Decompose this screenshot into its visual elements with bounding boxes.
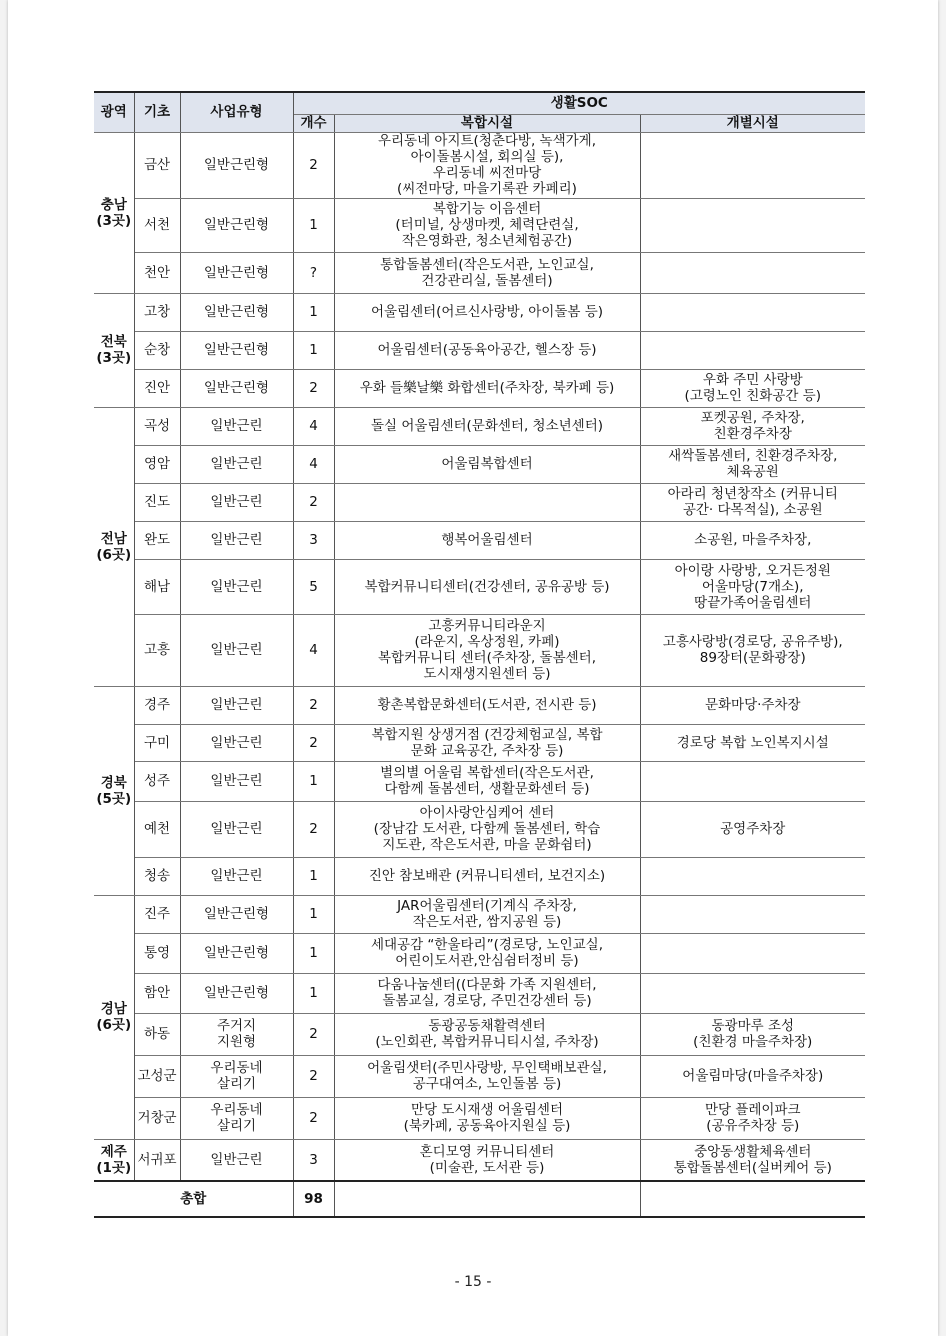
individual-facility-cell: 어울림마당(마을주차장) [640, 1055, 865, 1097]
count-cell: 1 [293, 293, 334, 331]
type-cell: 일반근린 [180, 521, 293, 559]
count-cell: 5 [293, 559, 334, 614]
complex-facility-cell: 세대공감 “한울타리”(경로당, 노인교실, 어린이도서관,안심쉼터정비 등) [334, 933, 640, 973]
total-count: 98 [293, 1181, 334, 1217]
count-cell: 1 [293, 933, 334, 973]
table-row [94, 521, 865, 559]
region-cell: 전남 (6곳) [94, 407, 134, 686]
complex-facility-cell: 아이사랑안심케어 센터 (장남감 도서관, 다함께 돌봄센터, 학습 지도관, 작은도서관, 마을 문화쉼터) [334, 801, 640, 857]
individual-facility-cell: 포켓공원, 주차장, 친환경주차장 [640, 407, 865, 445]
count-cell: 2 [293, 1013, 334, 1055]
table-row [94, 614, 865, 686]
city-cell: 청송 [134, 857, 180, 895]
count-cell: 2 [293, 724, 334, 761]
count-cell: 1 [293, 857, 334, 895]
complex-facility-cell: 복합기능 이음센터 (터미널, 상생마켓, 체력단련실, 작은영화관, 청소년체험공간) [334, 198, 640, 252]
table-row [94, 1013, 865, 1055]
individual-facility-cell: 아이랑 사랑방, 오거든정원 어울마당(7개소), 땅끝가족어울림센터 [640, 559, 865, 614]
type-cell: 일반근린형 [180, 933, 293, 973]
city-cell: 진주 [134, 895, 180, 933]
table-row [94, 198, 865, 252]
complex-facility-cell: 우화 들樂날樂 화합센터(주차장, 북카페 등) [334, 369, 640, 407]
count-cell: 1 [293, 331, 334, 369]
count-cell: 1 [293, 198, 334, 252]
individual-facility-cell: 만당 플레이파크 (공유주차장 등) [640, 1097, 865, 1139]
table-row [94, 252, 865, 293]
city-cell: 곡성 [134, 407, 180, 445]
city-cell: 구미 [134, 724, 180, 761]
individual-facility-cell: 문화마당·주차장 [640, 686, 865, 724]
total-row [94, 1181, 865, 1217]
type-cell: 일반근린 [180, 559, 293, 614]
table-row [94, 445, 865, 483]
header-soc: 생활SOC [293, 92, 865, 114]
city-cell: 예천 [134, 801, 180, 857]
individual-facility-cell: 새싹돌봄센터, 친환경주차장, 체육공원 [640, 445, 865, 483]
table-row [94, 761, 865, 801]
city-cell: 진안 [134, 369, 180, 407]
city-cell: 성주 [134, 761, 180, 801]
table-row [94, 559, 865, 614]
individual-facility-cell: 경로당 복합 노인복지시설 [640, 724, 865, 761]
type-cell: 일반근린형 [180, 331, 293, 369]
type-cell: 일반근린 [180, 407, 293, 445]
region-cell: 제주 (1곳) [94, 1139, 134, 1181]
city-cell: 순창 [134, 331, 180, 369]
individual-facility-cell [640, 973, 865, 1013]
count-cell: 2 [293, 483, 334, 521]
table-row [94, 331, 865, 369]
type-cell: 일반근린 [180, 686, 293, 724]
type-cell: 주거지 지원형 [180, 1013, 293, 1055]
region-cell: 전북 (3곳) [94, 293, 134, 407]
count-cell: 2 [293, 1097, 334, 1139]
complex-facility-cell: 복합커뮤니티센터(건강센터, 공유공방 등) [334, 559, 640, 614]
type-cell: 일반근린형 [180, 252, 293, 293]
complex-facility-cell: 어울림복합센터 [334, 445, 640, 483]
count-cell: 4 [293, 614, 334, 686]
city-cell: 경주 [134, 686, 180, 724]
type-cell: 일반근린 [180, 445, 293, 483]
complex-facility-cell: 혼디모영 커뮤니티센터 (미술관, 도서관 등) [334, 1139, 640, 1181]
document-page [8, 0, 938, 1336]
type-cell: 일반근린 [180, 1139, 293, 1181]
type-cell: 우리동네 살리기 [180, 1097, 293, 1139]
count-cell: 2 [293, 686, 334, 724]
header-basic: 기초 [134, 92, 180, 132]
complex-facility-cell: 고흥커뮤니티라운지 (라운지, 옥상정원, 카페) 복합커뮤니티 센터(주차장, 돌봄센터, 도시재생지원센터 등) [334, 614, 640, 686]
complex-facility-cell: 어울림샛터(주민사랑방, 무인택배보관실, 공구대여소, 노인돌봄 등) [334, 1055, 640, 1097]
individual-facility-cell [640, 293, 865, 331]
city-cell: 금산 [134, 132, 180, 198]
city-cell: 진도 [134, 483, 180, 521]
individual-facility-cell [640, 132, 865, 198]
city-cell: 고창 [134, 293, 180, 331]
complex-facility-cell: 복합지원 상생거점 (건강체험교실, 복합 문화 교육공간, 주차장 등) [334, 724, 640, 761]
type-cell: 일반근린형 [180, 132, 293, 198]
count-cell: 3 [293, 1139, 334, 1181]
city-cell: 함안 [134, 973, 180, 1013]
individual-facility-cell: 우화 주민 사랑방 (고령노인 친화공간 등) [640, 369, 865, 407]
complex-facility-cell: 어울림센터(어르신사랑방, 아이돌봄 등) [334, 293, 640, 331]
count-cell: ? [293, 252, 334, 293]
city-cell: 서천 [134, 198, 180, 252]
table-row [94, 1097, 865, 1139]
type-cell: 일반근린 [180, 483, 293, 521]
city-cell: 완도 [134, 521, 180, 559]
individual-facility-cell [640, 857, 865, 895]
table-row [94, 973, 865, 1013]
complex-facility-cell: 황촌복합문화센터(도서관, 전시관 등) [334, 686, 640, 724]
type-cell: 일반근린 [180, 761, 293, 801]
type-cell: 일반근린 [180, 724, 293, 761]
count-cell: 4 [293, 407, 334, 445]
count-cell: 2 [293, 1055, 334, 1097]
complex-facility-cell: JAR어울림센터(기계식 주차장, 작은도서관, 쌈지공원 등) [334, 895, 640, 933]
header-region: 광역 [94, 92, 134, 132]
individual-facility-cell [640, 198, 865, 252]
complex-facility-cell: 돌실 어울림센터(문화센터, 청소년센터) [334, 407, 640, 445]
total-individual-empty [640, 1181, 865, 1217]
count-cell: 1 [293, 761, 334, 801]
city-cell: 고성군 [134, 1055, 180, 1097]
complex-facility-cell: 행복어울림센터 [334, 521, 640, 559]
table-row [94, 724, 865, 761]
individual-facility-cell: 아라리 청년창작소 (커뮤니티 공간· 다목적실), 소공원 [640, 483, 865, 521]
complex-facility-cell: 동광공동채활력센터 (노인회관, 복합커뮤니티시설, 주차장) [334, 1013, 640, 1055]
city-cell: 거창군 [134, 1097, 180, 1139]
complex-facility-cell: 별의별 어울림 복합센터(작은도서관, 다함께 돌봄센터, 생활문화센터 등) [334, 761, 640, 801]
city-cell: 해남 [134, 559, 180, 614]
city-cell: 영암 [134, 445, 180, 483]
type-cell: 일반근린형 [180, 895, 293, 933]
individual-facility-cell: 공영주차장 [640, 801, 865, 857]
city-cell: 고흥 [134, 614, 180, 686]
table-row [94, 686, 865, 724]
table-row [94, 1055, 865, 1097]
complex-facility-cell: 통합돌봄센터(작은도서관, 노인교실, 건강관리실, 돌봄센터) [334, 252, 640, 293]
total-label: 총합 [94, 1181, 293, 1217]
region-cell: 경남 (6곳) [94, 895, 134, 1139]
individual-facility-cell [640, 252, 865, 293]
individual-facility-cell [640, 895, 865, 933]
type-cell: 일반근린 [180, 857, 293, 895]
complex-facility-cell [334, 483, 640, 521]
count-cell: 2 [293, 801, 334, 857]
table-row [94, 801, 865, 857]
type-cell: 일반근린형 [180, 198, 293, 252]
type-cell: 일반근린 [180, 614, 293, 686]
complex-facility-cell: 다움나눔센터((다문화 가족 지원센터, 돌봄교실, 경로당, 주민건강센터 등) [334, 973, 640, 1013]
individual-facility-cell [640, 331, 865, 369]
complex-facility-cell: 우리동네 아지트(청춘다방, 녹색가게, 아이돌봄시설, 회의실 등), 우리동네 씨전마당 (씨전마당, 마을기록관 카페리) [334, 132, 640, 198]
individual-facility-cell: 동광마루 조성 (친환경 마을주차장) [640, 1013, 865, 1055]
region-cell: 경북 (5곳) [94, 686, 134, 895]
individual-facility-cell [640, 933, 865, 973]
table-row [94, 132, 865, 198]
table-row [94, 293, 865, 331]
table-row [94, 1139, 865, 1181]
count-cell: 1 [293, 895, 334, 933]
complex-facility-cell: 어울림센터(공동육아공간, 헬스장 등) [334, 331, 640, 369]
individual-facility-cell: 소공원, 마을주차장, [640, 521, 865, 559]
header-individual: 개별시설 [640, 114, 865, 132]
count-cell: 1 [293, 973, 334, 1013]
city-cell: 서귀포 [134, 1139, 180, 1181]
city-cell: 하동 [134, 1013, 180, 1055]
type-cell: 일반근린형 [180, 369, 293, 407]
individual-facility-cell: 중앙동생활체육센터 통합돌봄센터(실버케어 등) [640, 1139, 865, 1181]
count-cell: 4 [293, 445, 334, 483]
region-cell: 충남 (3곳) [94, 132, 134, 293]
table-row [94, 933, 865, 973]
city-cell: 천안 [134, 252, 180, 293]
header-type: 사업유형 [180, 92, 293, 132]
complex-facility-cell: 만당 도시재생 어울림센터 (북카페, 공동육아지원실 등) [334, 1097, 640, 1139]
type-cell: 일반근린형 [180, 293, 293, 331]
type-cell: 일반근린 [180, 801, 293, 857]
total-complex-empty [334, 1181, 640, 1217]
count-cell: 2 [293, 132, 334, 198]
header-row-1 [94, 92, 865, 114]
table-row [94, 857, 865, 895]
count-cell: 2 [293, 369, 334, 407]
type-cell: 우리동네 살리기 [180, 1055, 293, 1097]
table-row [94, 369, 865, 407]
city-cell: 통영 [134, 933, 180, 973]
soc-table [94, 91, 865, 1218]
page-number: - 15 - [454, 1274, 492, 1290]
complex-facility-cell: 진안 참보배관 (커뮤니티센터, 보건지소) [334, 857, 640, 895]
type-cell: 일반근린형 [180, 973, 293, 1013]
table-row [94, 483, 865, 521]
header-count: 개수 [293, 114, 334, 132]
header-complex: 복합시설 [334, 114, 640, 132]
count-cell: 3 [293, 521, 334, 559]
individual-facility-cell: 고흥사랑방(경로당, 공유주방), 89장터(문화광장) [640, 614, 865, 686]
individual-facility-cell [640, 761, 865, 801]
table-row [94, 407, 865, 445]
table-row [94, 895, 865, 933]
